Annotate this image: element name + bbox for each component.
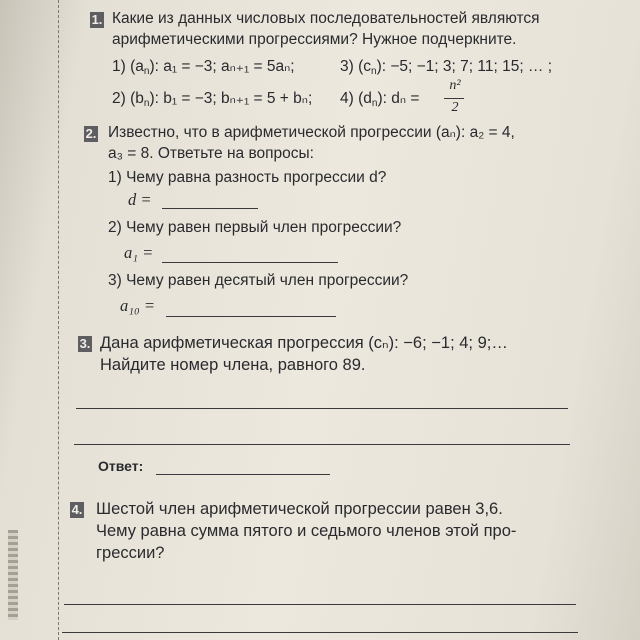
task-3-solution-line-1[interactable] bbox=[76, 408, 568, 409]
task-4-line2: Чему равна сумма пятого и седьмого членов этой про- bbox=[96, 522, 517, 540]
task-1-item-1-def: ): a₁ = −3; aₙ₊₁ = 5aₙ; bbox=[149, 58, 295, 75]
task-1-title-line1: Какие из данных числовых последовательностей являются bbox=[112, 10, 540, 27]
task-4-solution-line-1[interactable] bbox=[64, 604, 576, 605]
task-2-answer-2-line[interactable] bbox=[162, 262, 338, 263]
task-2-answer-1-label: d = bbox=[128, 190, 152, 209]
task-4-line3: грессии? bbox=[96, 544, 165, 562]
task-1-item-2-label: 2) (b bbox=[112, 90, 144, 107]
task-3-solution-line-2[interactable] bbox=[74, 444, 570, 445]
task-2-answer-2-label: a₁ = bbox=[124, 243, 154, 262]
margin-line bbox=[58, 0, 60, 640]
task-2-answer-1-line[interactable] bbox=[162, 208, 258, 209]
task-4-solution-line-2[interactable] bbox=[62, 632, 578, 633]
task-2-line2: a₃ = 8. Ответьте на вопросы: bbox=[108, 145, 314, 162]
task-1-number: 1. bbox=[91, 12, 103, 27]
task-2-answer-3-line[interactable] bbox=[166, 316, 336, 317]
task-1-item-3: 3) $(c_n)$: −5; −1; 3; 7; 11; 15; … ; bbox=[340, 58, 553, 77]
task-2-number: 2. bbox=[85, 126, 97, 141]
task-3-number: 3. bbox=[79, 336, 91, 351]
page-binding bbox=[8, 530, 18, 620]
task-2-answer-3-label: a₁₀ = bbox=[120, 296, 155, 315]
task-1-title-line2: арифметическими прогрессиями? Нужное подчеркните. bbox=[112, 31, 517, 48]
task-4-line1: Шестой член арифметической прогрессии равен 3,6. bbox=[96, 500, 503, 518]
task-3-answer-line[interactable] bbox=[156, 474, 330, 475]
task-2-question-2: 2) Чему равен первый член прогрессии? bbox=[108, 219, 402, 236]
task-1-item-3-def: ): −5; −1; 3; 7; 11; 15; … ; bbox=[376, 58, 553, 75]
task-1-item-1-label: 1) (a bbox=[112, 58, 144, 75]
task-2-line1: Известно, что в арифметической прогрессии (aₙ): a₂ = 4, bbox=[108, 124, 515, 141]
task-1-fraction-numerator: n² bbox=[449, 78, 461, 93]
task-3-line2: Найдите номер члена, равного 89. bbox=[100, 356, 366, 374]
task-1-item-1: 1) $(a_n)$: a₁ = −3; aₙ₊₁ = 5aₙ; bbox=[112, 58, 295, 77]
task-1-item-2-def: ): b₁ = −3; bₙ₊₁ = 5 + bₙ; bbox=[149, 90, 313, 107]
task-1-fraction-denominator: 2 bbox=[451, 100, 459, 115]
task-1-item-4: 4) $(d_n)$: dₙ = bbox=[340, 90, 420, 109]
task-1-item-4-label: 4) (d bbox=[340, 90, 372, 107]
task-2-question-1: 1) Чему равна разность прогрессии d? bbox=[108, 169, 387, 186]
task-1-fraction-bar bbox=[444, 98, 464, 99]
task-1-item-4-def: ): dₙ = bbox=[377, 90, 420, 107]
task-3-line1: Дана арифметическая прогрессия (cₙ): −6; −1; 4; 9;… bbox=[100, 334, 508, 352]
task-1-item-2: 2) $(b_n)$: b₁ = −3; bₙ₊₁ = 5 + bₙ; bbox=[112, 90, 313, 109]
task-2-question-3: 3) Чему равен десятый член прогрессии? bbox=[108, 272, 409, 289]
task-4-number: 4. bbox=[71, 502, 83, 517]
task-1-item-3-label: 3) (c bbox=[340, 58, 371, 75]
task-3-answer-label: Ответ: bbox=[98, 458, 144, 474]
